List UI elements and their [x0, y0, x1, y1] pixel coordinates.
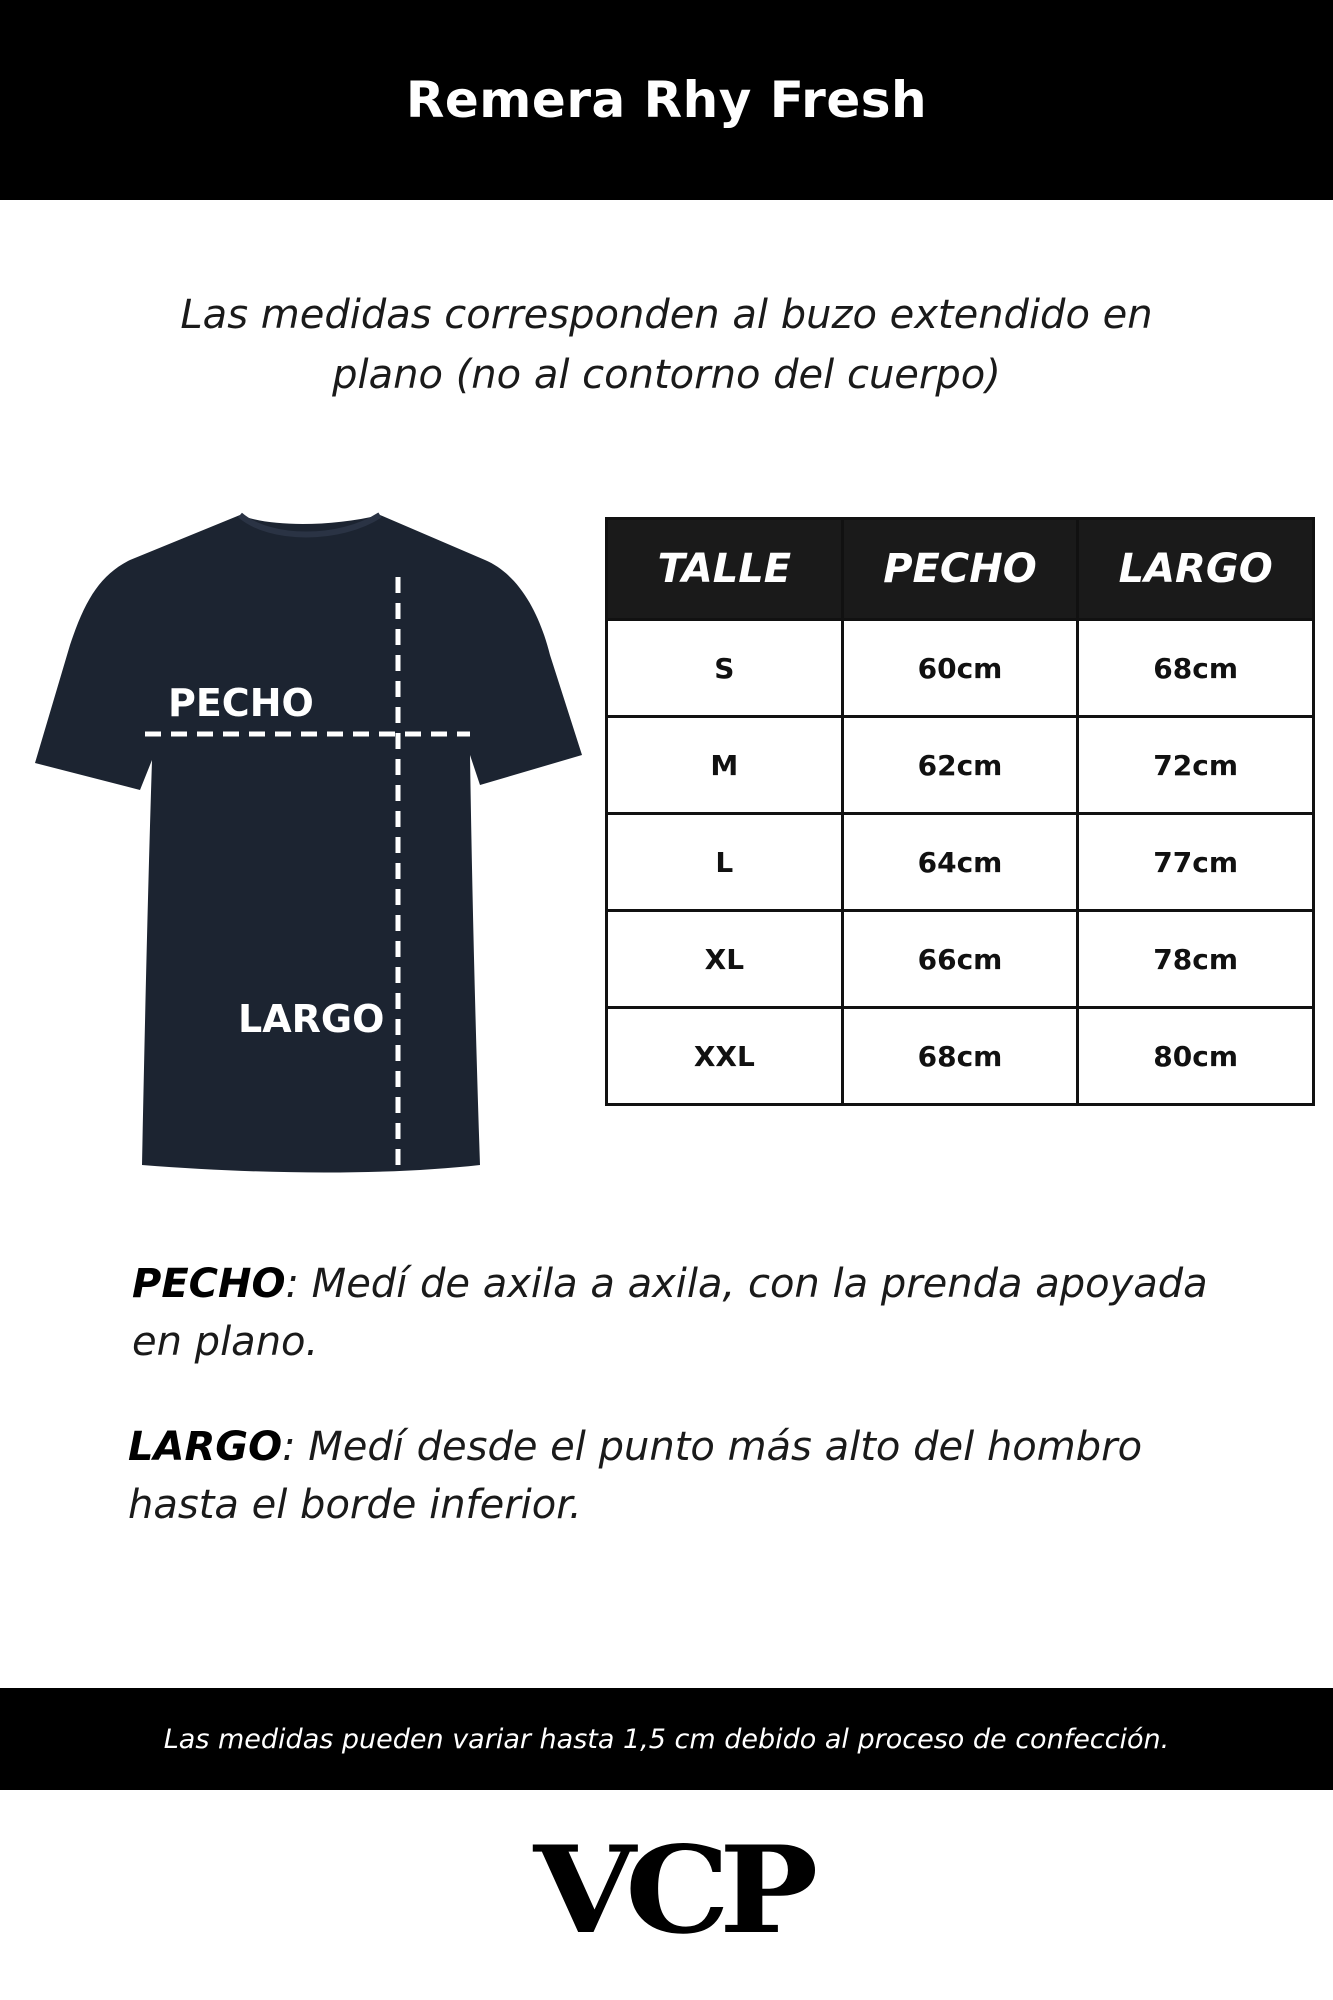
chest-cell: 62cm: [842, 717, 1078, 814]
brand-logo: [520, 1819, 820, 1961]
table-row: [607, 1008, 1314, 1105]
disclaimer-bar: [0, 1688, 1333, 1790]
intro-line-1: Las medidas corresponden al buzo extendido en: [180, 292, 1153, 338]
intro-line-2: plano (no al contorno del cuerpo): [332, 352, 1001, 398]
measurement-intro: [100, 285, 1233, 405]
tshirt-diagram: [30, 505, 590, 1185]
tshirt-shape: [35, 515, 582, 1173]
size-table: [605, 517, 1315, 1106]
tshirt-icon: [30, 505, 590, 1185]
length-cell: 77cm: [1078, 814, 1314, 911]
size-cell: L: [607, 814, 843, 911]
disclaimer-text: Las medidas pueden variar hasta 1,5 cm debido al proceso de confección.: [163, 1723, 1170, 1755]
page-header: [0, 0, 1333, 200]
header-largo: LARGO: [1078, 519, 1314, 620]
table-row: [607, 814, 1314, 911]
length-cell: 72cm: [1078, 717, 1314, 814]
chest-instructions: [132, 1255, 1232, 1371]
table-row: [607, 717, 1314, 814]
brand-logo-text: VCP: [533, 1819, 807, 1961]
table-row: [607, 620, 1314, 717]
length-cell: 78cm: [1078, 911, 1314, 1008]
size-cell: XXL: [607, 1008, 843, 1105]
length-cell: 80cm: [1078, 1008, 1314, 1105]
chest-cell: 68cm: [842, 1008, 1078, 1105]
chest-label: PECHO: [168, 681, 314, 725]
length-instructions: [128, 1418, 1248, 1534]
chest-cell: 66cm: [842, 911, 1078, 1008]
size-cell: S: [607, 620, 843, 717]
chest-cell: 60cm: [842, 620, 1078, 717]
length-instruction-text: : Medí desde el punto más alto del hombro hasta el borde inferior.: [128, 1424, 1143, 1528]
chest-instruction-text: : Medí de axila a axila, con la prenda apoyada en plano.: [132, 1261, 1208, 1365]
length-term: LARGO: [128, 1424, 283, 1470]
length-cell: 68cm: [1078, 620, 1314, 717]
header-pecho: PECHO: [842, 519, 1078, 620]
header-talle: TALLE: [607, 519, 843, 620]
page-title: Remera Rhy Fresh: [405, 71, 928, 129]
size-cell: M: [607, 717, 843, 814]
table-row: [607, 911, 1314, 1008]
length-label: LARGO: [238, 997, 385, 1041]
size-cell: XL: [607, 911, 843, 1008]
chest-cell: 64cm: [842, 814, 1078, 911]
size-table-header-row: [607, 519, 1314, 620]
chest-term: PECHO: [132, 1261, 286, 1307]
